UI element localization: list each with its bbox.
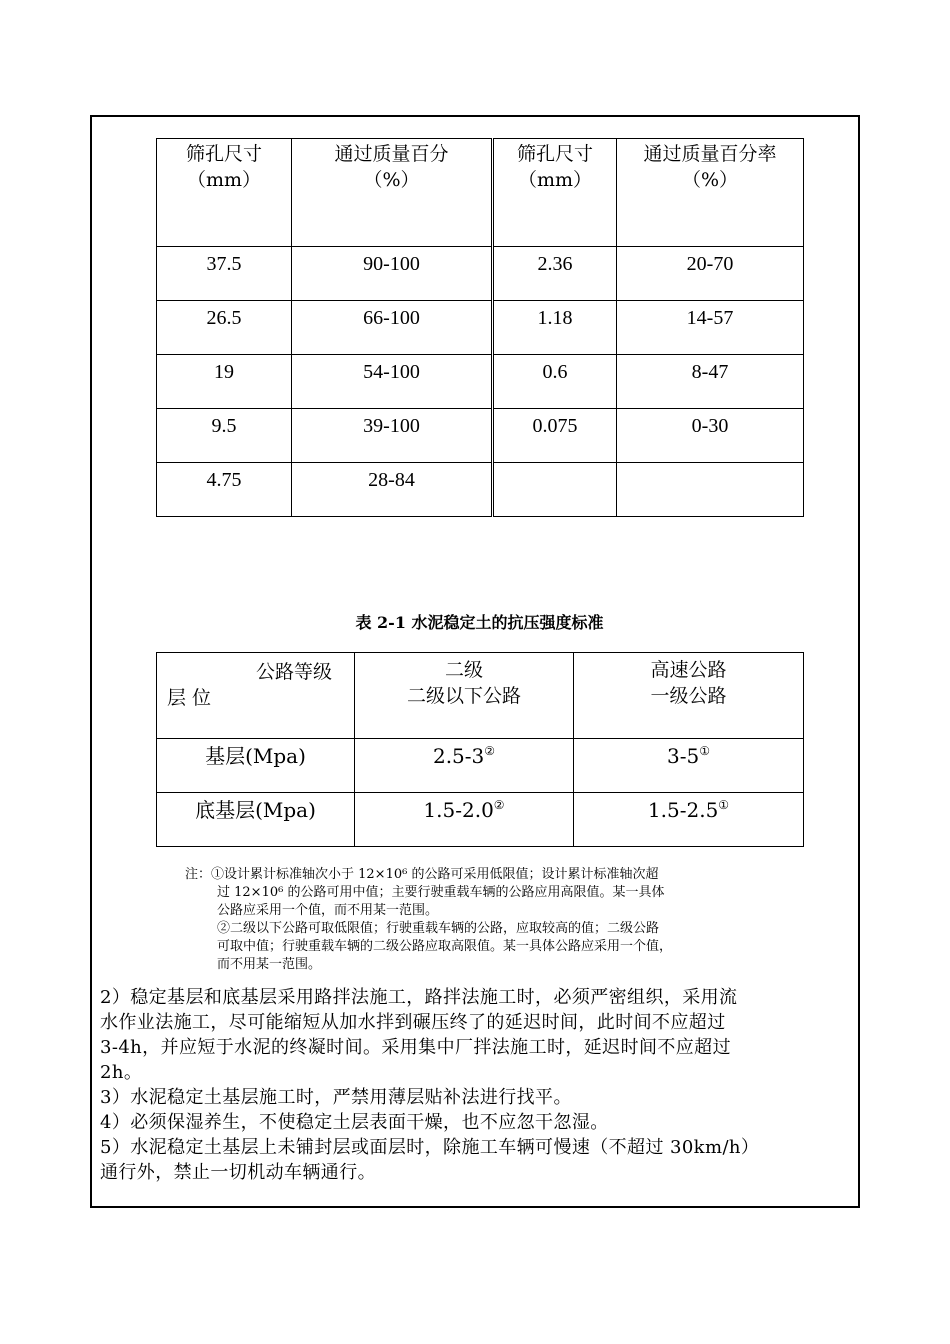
- table-row: [157, 793, 804, 847]
- table-cell: 0-30: [617, 409, 804, 463]
- header-cell: 二级 二级以下公路: [355, 653, 574, 739]
- table-cell: 3-5①: [574, 739, 804, 793]
- header-cell: 通过质量百分率 （%）: [617, 139, 804, 247]
- paragraph-line: 通行外，禁止一切机动车辆通行。: [100, 1162, 376, 1183]
- table-cell: 54-100: [292, 355, 493, 409]
- table-cell: 4.75: [157, 463, 292, 517]
- table-cell: [493, 463, 617, 517]
- table-cell: 14-57: [617, 301, 804, 355]
- footnote-marker: ②: [484, 744, 496, 758]
- table-cell: 0.075: [493, 409, 617, 463]
- table-cell: 39-100: [292, 409, 493, 463]
- table-cell: 20-70: [617, 247, 804, 301]
- note-line: 而不用某一范围。: [217, 957, 322, 972]
- table-row: [157, 301, 804, 355]
- table-cell: [617, 463, 804, 517]
- footnote-marker: ②: [493, 798, 505, 812]
- table-cell: 2.36: [493, 247, 617, 301]
- note-line: ②二级以下公路可取低限值；行驶重载车辆的公路，应取较高的值；二级公路: [217, 921, 660, 936]
- table-notes: [185, 866, 805, 974]
- footnote-marker: ①: [718, 798, 730, 812]
- table-caption: 表 2-1 水泥稳定土的抗压强度标准: [355, 613, 604, 632]
- paragraph-line: 2）稳定基层和底基层采用路拌法施工，路拌法施工时，必须严密组织，采用流: [100, 987, 738, 1008]
- paragraph-line: 4）必须保湿养生，不使稳定土层表面干燥，也不应忽干忽湿。: [100, 1112, 609, 1133]
- compressive-strength-table: [156, 652, 804, 847]
- corner-label-layer: 层 位: [167, 687, 212, 709]
- table-row: [157, 355, 804, 409]
- note-line: 可取中值；行驶重载车辆的二级公路应取高限值。某一具体公路应采用一个值，: [217, 939, 673, 954]
- body-text: [100, 985, 860, 1185]
- table-cell: 底基层(Mpa): [157, 793, 355, 847]
- note-line: 公路应采用一个值，而不用某一范围。: [217, 903, 439, 918]
- table-cell: 26.5: [157, 301, 292, 355]
- table-cell: 1.5-2.0②: [355, 793, 574, 847]
- table-header-row: [157, 653, 804, 739]
- paragraph-line: 3）水泥稳定土基层施工时，严禁用薄层贴补法进行找平。: [100, 1087, 572, 1108]
- paragraph-line: 2h。: [100, 1062, 143, 1083]
- table-cell: 37.5: [157, 247, 292, 301]
- table-cell: 8-47: [617, 355, 804, 409]
- table-cell: 19: [157, 355, 292, 409]
- header-cell: 筛孔尺寸 （mm）: [157, 139, 292, 247]
- corner-label-grade: 公路等级: [255, 661, 332, 683]
- table-cell: 1.5-2.5①: [574, 793, 804, 847]
- table-cell: 0.6: [493, 355, 617, 409]
- table-row: [157, 247, 804, 301]
- paragraph-line: 3-4h，并应短于水泥的终凝时间。采用集中厂拌法施工时，延迟时间不应超过: [100, 1037, 731, 1058]
- paragraph-line: 水作业法施工，尽可能缩短从加水拌到碾压终了的延迟时间，此时间不应超过: [100, 1012, 726, 1033]
- header-cell: 筛孔尺寸 （mm）: [493, 139, 617, 247]
- table-row: [157, 463, 804, 517]
- sieve-gradation-table: [156, 138, 804, 517]
- table-cell: 1.18: [493, 301, 617, 355]
- table-cell: 28-84: [292, 463, 493, 517]
- table-cell: 2.5-3②: [355, 739, 574, 793]
- note-line: 过 12×10⁶ 的公路可用中值；主要行驶重载车辆的公路应用高限值。某一具体: [217, 885, 665, 900]
- table-cell: 基层(Mpa): [157, 739, 355, 793]
- paragraph-line: 5）水泥稳定土基层上未铺封层或面层时，除施工车辆可慢速（不超过 30km/h）: [100, 1137, 760, 1158]
- table-cell: 9.5: [157, 409, 292, 463]
- diagonal-header-cell: [157, 653, 355, 739]
- header-cell: 通过质量百分 （%）: [292, 139, 493, 247]
- table-row: [157, 739, 804, 793]
- header-cell: 高速公路 一级公路: [574, 653, 804, 739]
- table-row: [157, 409, 804, 463]
- table-header-row: [157, 139, 804, 247]
- footnote-marker: ①: [699, 744, 710, 758]
- table-cell: 66-100: [292, 301, 493, 355]
- note-line: 注：①设计累计标准轴次小于 12×10⁶ 的公路可采用低限值；设计累计标准轴次超: [185, 867, 659, 882]
- table-cell: 90-100: [292, 247, 493, 301]
